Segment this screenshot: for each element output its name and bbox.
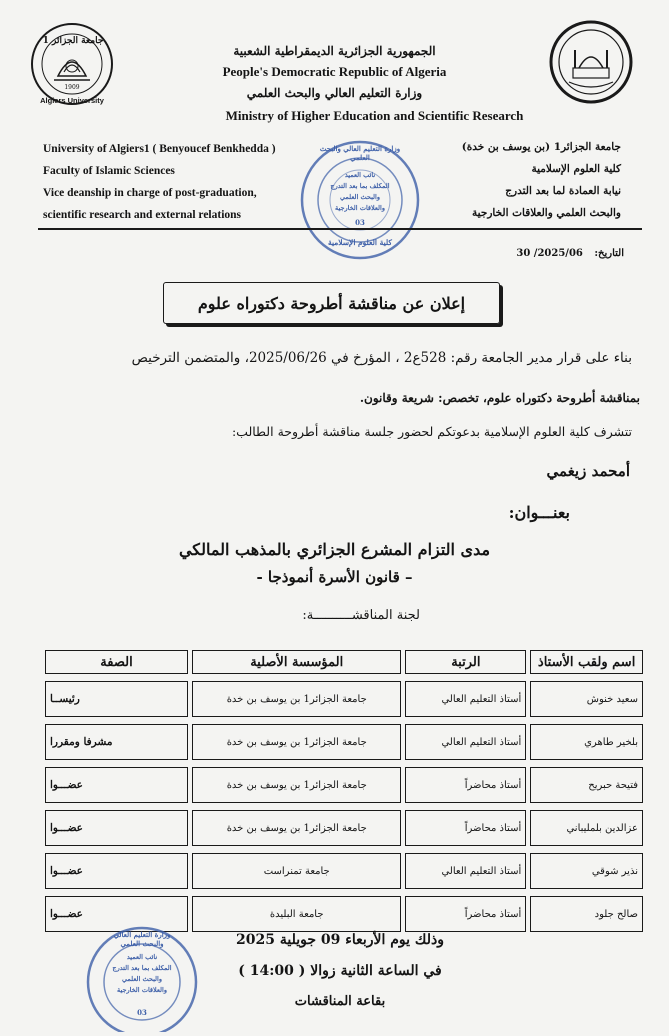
stamp-inner (330, 170, 390, 214)
member-role: عضـــوا (45, 896, 188, 932)
stamp-line: المكلف بما بعد التدرج (112, 964, 172, 972)
bottom-stamp-inner (112, 952, 172, 996)
member-rank: أستاذ محاضراً (405, 810, 526, 846)
defense-time: في الساعة الثانية زوالا ( 14:00 ) (238, 963, 442, 979)
university-arabic-block (462, 136, 621, 224)
table-row (45, 853, 643, 889)
bottom-stamp-number: 03 (137, 1008, 147, 1017)
arabic-line: جامعة الجزائر1 (بن يوسف بن خدة) (461, 141, 621, 153)
stamp-line: والبحث العلمي (122, 975, 162, 983)
logo-year: 1909 (64, 84, 80, 91)
date-value: 2025/06/ 30 (516, 248, 583, 259)
republic-english: People's Democratic Republic of Algeria (222, 64, 447, 79)
member-institution: جامعة الجزائر1 بن يوسف بن خدة (192, 767, 401, 803)
title-label: بعنـــوان: (508, 503, 570, 522)
english-line: University of Algiers1 ( Benyoucef Benkhedda ) (43, 143, 276, 155)
stamp-line: والبحث العلمي (340, 193, 380, 201)
stamp-ring-text: وزارة التعليم العالي والبحث العلمي (319, 144, 401, 162)
member-role: مشرفا ومقررا (45, 724, 188, 760)
header-rank: الرتبة (405, 650, 526, 674)
member-role: عضـــوا (45, 810, 188, 846)
table-row (45, 767, 643, 803)
arabic-line: كلية العلوم الإسلامية (531, 163, 621, 175)
member-institution: جامعة تمنراست (192, 853, 401, 889)
committee-label: لجنة المناقشــــــــــة: (302, 608, 420, 623)
stamp-line: والعلاقات الخارجية (335, 204, 385, 212)
member-rank: أستاذ محاضراً (405, 767, 526, 803)
committee-table (45, 643, 643, 939)
member-rank: أستاذ محاضراً (405, 896, 526, 932)
student-name: أمحمد زيغمي (546, 462, 630, 480)
stamp-line: المكلف بما بعد التدرج (330, 182, 390, 190)
thesis-subtitle: – قانون الأسرة أنموذجا - (256, 568, 413, 586)
stamp-line: والعلاقات الخارجية (117, 986, 167, 994)
invitation-line: تتشرف كلية العلوم الإسلامية بدعوتكم لحضور جلسة مناقشة أطروحة الطالب: (231, 424, 632, 439)
member-name: صالح جلود (530, 896, 643, 932)
header-role: الصفة (45, 650, 188, 674)
member-rank: أستاذ التعليم العالي (405, 724, 526, 760)
stamp-number: 03 (355, 218, 365, 227)
member-name: سعيد خنوش (530, 681, 643, 717)
member-name: نذير شوقي (530, 853, 643, 889)
member-institution: جامعة الجزائر1 بن يوسف بن خدة (192, 810, 401, 846)
member-name: عزالدين بلمليباني (530, 810, 643, 846)
member-role: عضـــوا (45, 853, 188, 889)
logo-caption: Algiers University (40, 96, 104, 105)
arabic-line: نيابة العمادة لما بعد التدرج (505, 185, 621, 197)
member-institution: جامعة الجزائر1 بن يوسف بن خدة (192, 724, 401, 760)
member-institution: جامعة البليدة (192, 896, 401, 932)
member-rank: أستاذ التعليم العالي (405, 853, 526, 889)
stamp-line: نائب العميد (126, 953, 158, 961)
defense-date: وذلك يوم الأربعاء 09 جويلية 2025 (236, 932, 444, 948)
ministry-english: Ministry of Higher Education and Scientific Research (225, 108, 524, 123)
university-english-block (43, 138, 276, 226)
defense-location: بقاعة المناقشات (294, 994, 386, 1009)
decision-line: بناء على قرار مدير الجامعة رقم: 528ع2 ، المؤرخ في 2025/06/26، والمتضمن الترخيص (131, 350, 632, 366)
english-line: Vice deanship in charge of post-graduation, (43, 187, 257, 199)
english-line: scientific research and external relations (43, 209, 242, 221)
republic-arabic: الجمهورية الجزائرية الديمقراطية الشعبية (233, 44, 436, 58)
member-role: رئيســا (45, 681, 188, 717)
table-row (45, 810, 643, 846)
ministry-arabic: وزارة التعليم العالي والبحث العلمي (246, 86, 423, 100)
table-row (45, 681, 643, 717)
member-name: فتيحة حبريح (530, 767, 643, 803)
member-institution: جامعة الجزائر1 بن يوسف بن خدة (192, 681, 401, 717)
header-name: اسم ولقب الأستاذ (530, 650, 643, 674)
header-institution: المؤسسة الأصلية (192, 650, 401, 674)
english-line: Faculty of Islamic Sciences (43, 165, 175, 177)
table-row (45, 724, 643, 760)
logo-arabic-text: جامعة الجزائر 1 (42, 36, 104, 46)
stamp-line: نائب العميد (344, 171, 376, 179)
date-label: التاريخ: (594, 248, 624, 259)
thesis-title: مدى التزام المشرع الجزائري بالمذهب المالكي (178, 540, 491, 559)
announcement-title: إعلان عن مناقشة أطروحة دكتوراه علوم (163, 282, 500, 324)
stamp-bottom-text: كلية العلوم الإسلامية (328, 238, 392, 247)
header-divider (38, 228, 642, 230)
member-rank: أستاذ التعليم العالي (405, 681, 526, 717)
document-date (516, 248, 624, 259)
arabic-line: والبحث العلمي والعلاقات الخارجية (472, 207, 621, 219)
bottom-stamp-ring: وزارة التعليم العالي والبحث العلمي (113, 930, 171, 948)
member-name: بلخير طاهري (530, 724, 643, 760)
specialty-line: بمناقشة أطروحة دكتوراه علوم، تخصص: شريعة وقانون. (359, 391, 640, 405)
member-role: عضـــوا (45, 767, 188, 803)
table-header-row (45, 650, 643, 674)
